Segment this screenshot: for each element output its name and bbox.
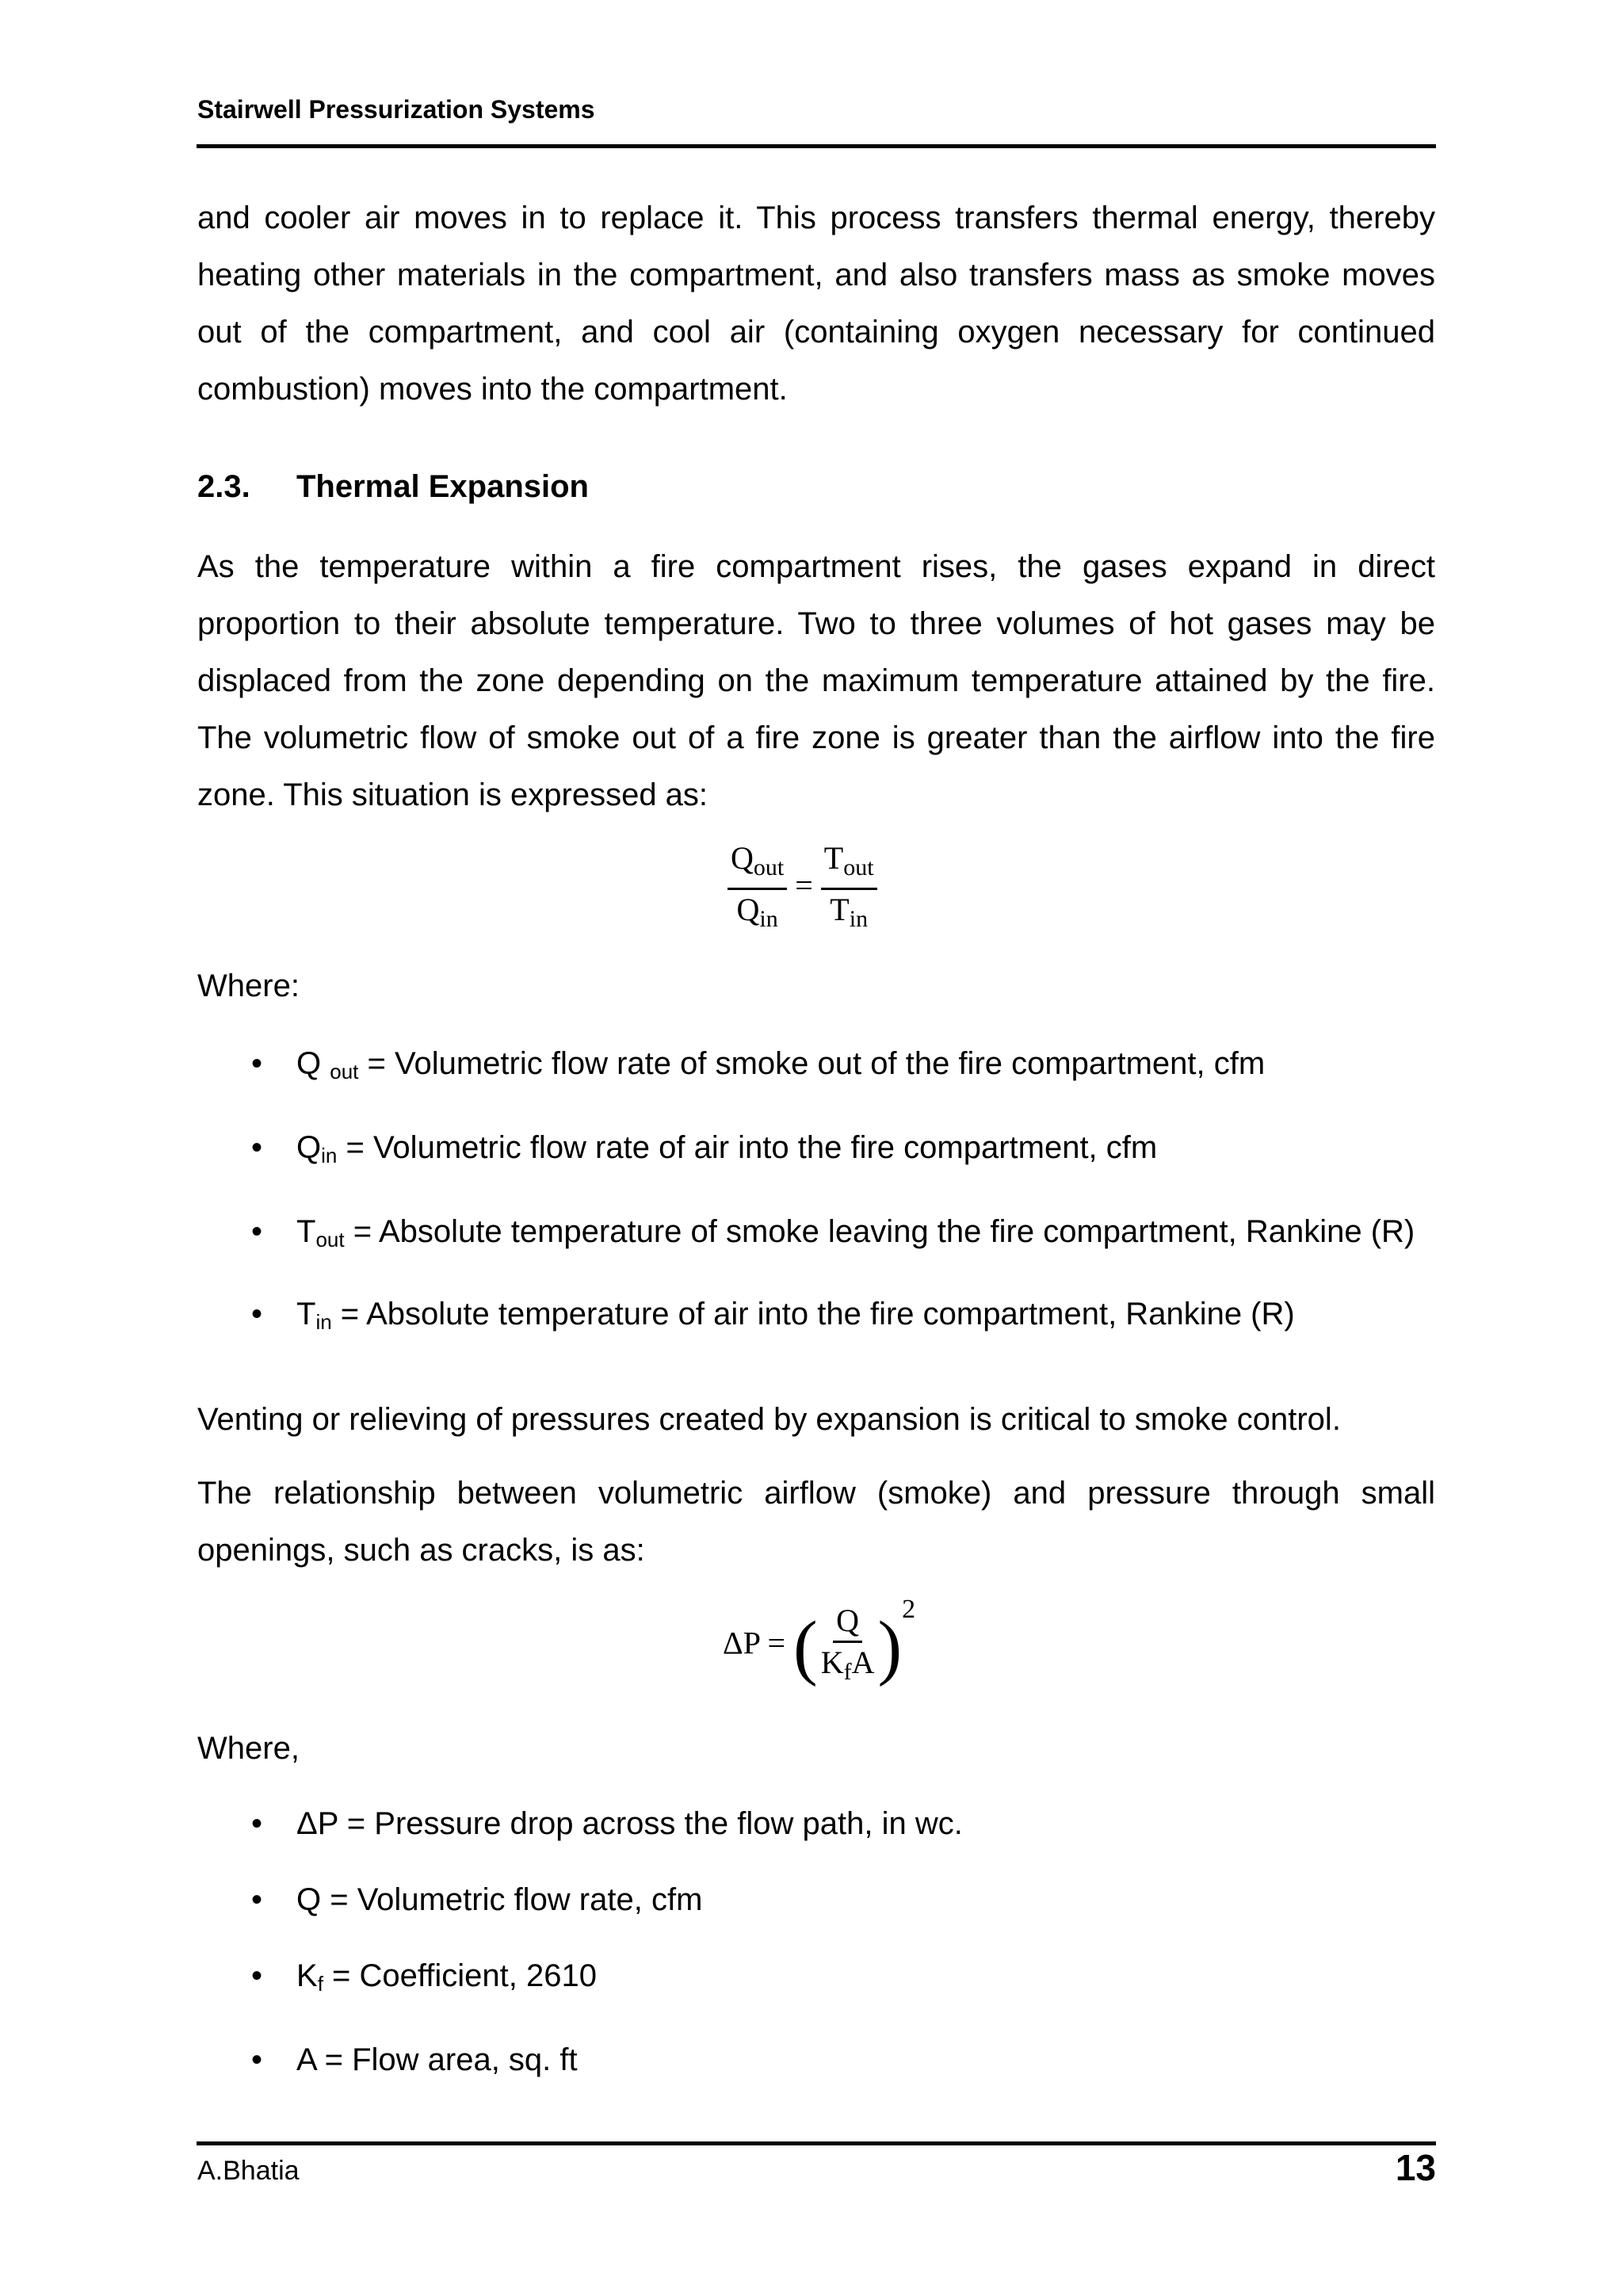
q-in-term: $Q_{in}$ xyxy=(736,892,778,932)
t-out-term: $T_{out}$ xyxy=(821,840,877,890)
section-number: 2.3. xyxy=(197,469,250,504)
footer-author: A.Bhatia xyxy=(197,2156,300,2186)
left-paren: ( xyxy=(793,1606,818,1687)
definitions-list-1 xyxy=(197,1035,1435,1350)
list-item: • $K_f$ = Coefficient, 2610 xyxy=(197,1947,1435,2012)
list-item: • $T_{out}$ = Absolute temperature of smoke leaving the fire compartment, Rankine (R) xyxy=(197,1203,1435,1268)
bullet: • xyxy=(251,1130,263,1165)
running-header: Stairwell Pressurization Systems xyxy=(197,95,595,124)
bullet: • xyxy=(251,1958,263,1993)
q-over-kfa-fraction xyxy=(818,1603,878,1690)
intro-paragraph: and cooler air moves in to replace it. This process transfers thermal energy, thereby heating other materials in the compartment, and also transfers mass as smoke moves out of the compartment, and cool air (containing oxygen necessary for continued combustion) moves into the compartment. xyxy=(197,201,1435,407)
header-rule xyxy=(197,144,1436,148)
relationship-paragraph: The relationship between volumetric airflow (smoke) and pressure through small openings, such as cracks, is as: xyxy=(197,1476,1435,1568)
list-item: • $T_{in}$ = Absolute temperature of air into the fire compartment, Rankine (R) xyxy=(197,1286,1435,1350)
list-item: • A = Flow area, sq. ft xyxy=(197,2031,1435,2088)
bullet: • xyxy=(251,2042,263,2077)
bullet: • xyxy=(251,1046,263,1081)
bullet: • xyxy=(251,1806,263,1841)
thermal-expansion-paragraph: As the temperature within a fire compartment rises, the gases expand in direct proportion to their absolute temperature. Two to three volumes of hot gases may be displaced from the zone depending on the maximum temperature attained by the fire. The volumetric flow of smoke out of a fire zone is greater than the airflow into the fire zone. This situation is expressed as: xyxy=(197,549,1435,812)
footer-rule xyxy=(197,2141,1436,2145)
list-item: • ΔP = Pressure drop across the flow path, in wc. xyxy=(197,1795,1435,1852)
flow-ratio-formula xyxy=(727,840,877,938)
venting-paragraph: Venting or relieving of pressures created by expansion is critical to smoke control. xyxy=(197,1402,1341,1437)
t-fraction xyxy=(821,840,877,938)
section-title: Thermal Expansion xyxy=(296,469,589,504)
t-in-term: $T_{in}$ xyxy=(830,892,869,932)
where-label-1: Where: xyxy=(197,968,300,1003)
denominator-kfa: $K_fA$ xyxy=(820,1645,875,1685)
bullet: • xyxy=(251,1214,263,1249)
list-item: • Q $_{out}$ = Volumetric flow rate of smoke out of the fire compartment, cfm xyxy=(197,1035,1435,1100)
list-item: • Q = Volumetric flow rate, cfm xyxy=(197,1871,1435,1928)
bullet: • xyxy=(251,1297,263,1331)
q-fraction xyxy=(727,840,787,938)
delta-p-symbol: ΔP xyxy=(723,1625,760,1661)
definitions-list-2 xyxy=(197,1795,1435,2088)
q-out-term: $Q_{out}$ xyxy=(727,840,787,890)
exponent: 2 xyxy=(902,1594,916,1624)
page-number: 13 xyxy=(1395,2147,1436,2188)
numerator-q: Q xyxy=(833,1603,862,1643)
section-heading xyxy=(197,469,589,505)
list-item: • $Q_{in}$ = Volumetric flow rate of air into the fire compartment, cfm xyxy=(197,1119,1435,1184)
pressure-drop-formula xyxy=(723,1594,916,1690)
equals-sign: = xyxy=(795,867,813,904)
right-paren: ) xyxy=(877,1606,903,1687)
where-label-2: Where, xyxy=(197,1731,300,1766)
bullet: • xyxy=(251,1882,263,1917)
equals-sign: = xyxy=(767,1625,786,1661)
